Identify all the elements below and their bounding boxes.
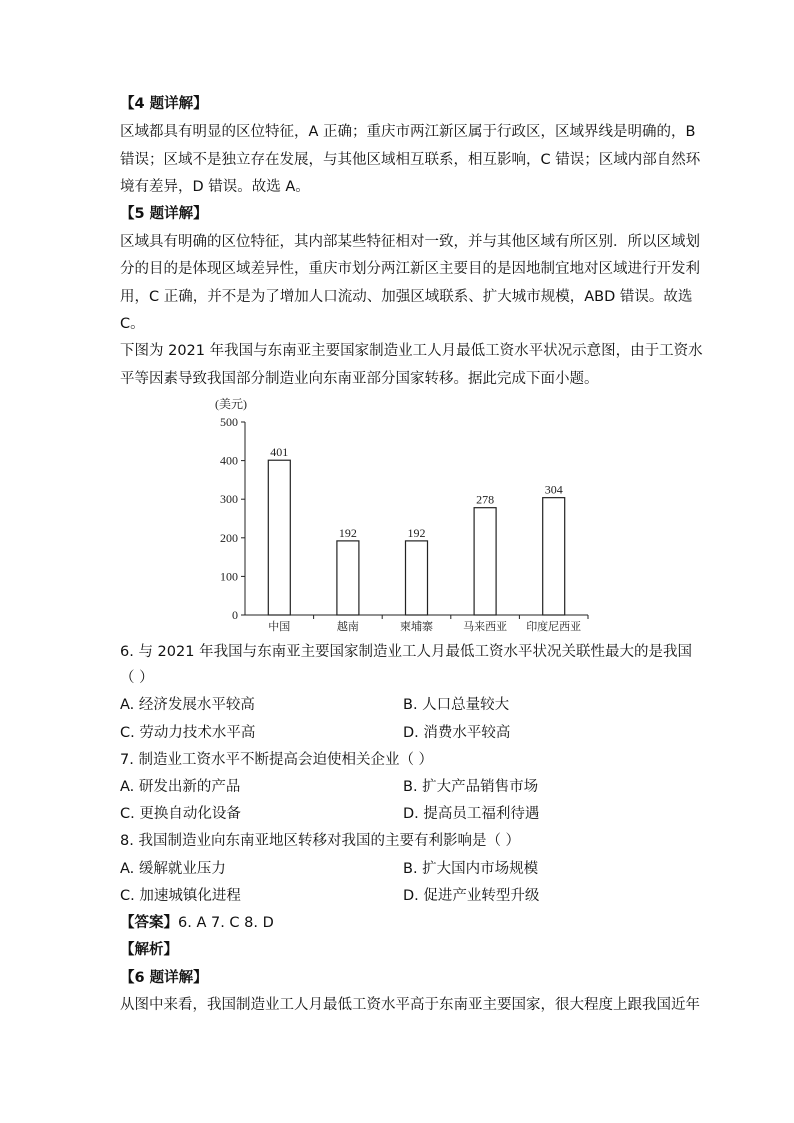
intro-line-2: 平等因素导致我国部分制造业向东南亚部分国家转移。据此完成下面小题。 [120, 371, 599, 387]
q6-option-a: A. 经济发展水平较高 [120, 697, 255, 713]
category-label: 柬埔寨 [400, 621, 433, 633]
q7-stem: 7. 制造业工资水平不断提高会迫使相关企业（ ） [120, 752, 434, 768]
section5-line-3: 用，C 正确，并不是为了增加人口流动、加强区域联系、扩大城市规模，ABD 错误。故选 [120, 289, 693, 305]
bar-value-label: 278 [476, 492, 495, 507]
y-tick-label: 300 [220, 492, 238, 507]
bar-value-label: 401 [270, 445, 289, 460]
section5-line-1: 区域具有明确的区位特征，其内部某些特征相对一致，并与其他区域有所区别．所以区域划 [120, 234, 700, 250]
analysis-heading: 【解析】 [120, 942, 178, 958]
q7-option-a: A. 研发出新的产品 [120, 779, 241, 795]
q7-option-d: D. 提高员工福利待遇 [403, 806, 540, 822]
bar-5 [543, 498, 565, 615]
section5-line-4: C。 [120, 316, 145, 332]
section4-line-3: 境有差异，D 错误。故选 A。 [120, 179, 310, 195]
q8-option-b: B. 扩大国内市场规模 [403, 861, 539, 877]
bar-2 [337, 541, 359, 615]
intro-line-1: 下图为 2021 年我国与东南亚主要国家制造业工人月最低工资水平状况示意图，由于工资水 [120, 343, 703, 359]
wage-bar-chart [200, 392, 600, 637]
q6-stem-line-1: 6. 与 2021 年我国与东南亚主要国家制造业工人月最低工资水平状况关联性最大的是我国 [120, 644, 693, 660]
bar-value-label: 192 [338, 525, 357, 540]
category-label: 中国 [268, 621, 291, 633]
section6-heading: 【6 题详解】 [120, 970, 208, 986]
section4-heading: 【4 题详解】 [120, 96, 208, 112]
answer-row [120, 913, 274, 933]
q7-option-b: B. 扩大产品销售市场 [403, 779, 539, 795]
y-tick-label: 0 [232, 608, 238, 622]
bar-value-label: 192 [407, 525, 426, 540]
q6-option-b: B. 人口总量较大 [403, 697, 510, 713]
bar-1 [268, 460, 290, 615]
y-tick-label: 500 [220, 415, 238, 429]
y-tick-label: 100 [220, 569, 238, 584]
q6-option-c: C. 劳动力技术水平高 [120, 725, 256, 741]
answer-label: 【答案】 [120, 915, 178, 931]
q8-option-d: D. 促进产业转型升级 [403, 888, 540, 904]
section6-line-1: 从图中来看，我国制造业工人月最低工资水平高于东南亚主要国家，很大程度上跟我国近年 [120, 997, 700, 1013]
section5-line-2: 分的目的是体现区域差异性，重庆市划分两江新区主要目的是因地制宜地对区域进行开发利 [120, 261, 700, 277]
q8-stem: 8. 我国制造业向东南亚地区转移对我国的主要有利影响是（ ） [120, 833, 521, 849]
category-label: 马来西亚 [463, 621, 508, 633]
y-tick-label: 400 [220, 453, 238, 468]
category-label: 越南 [336, 621, 359, 633]
category-label: 印度尼西亚 [526, 621, 582, 633]
chart-y-axis-label: (美元) [215, 397, 247, 411]
chart-y-ticks [220, 415, 245, 622]
section4-line-2: 错误；区域不是独立存在发展，与其他区域相互联系，相互影响，C 错误；区域内部自然环 [120, 152, 701, 168]
q7-option-c: C. 更换自动化设备 [120, 806, 241, 822]
answer-values: 6. A 7. C 8. D [178, 915, 274, 931]
section5-heading: 【5 题详解】 [120, 206, 208, 222]
q8-option-c: C. 加速城镇化进程 [120, 888, 241, 904]
q6-stem-line-2: （ ） [120, 670, 154, 686]
chart-data-labels [270, 445, 562, 540]
bar-3 [406, 541, 428, 615]
q8-option-a: A. 缓解就业压力 [120, 861, 226, 877]
bar-value-label: 304 [544, 482, 563, 497]
chart-category-labels [268, 619, 581, 633]
bar-4 [474, 508, 496, 615]
section4-line-1: 区域都具有明显的区位特征，A 正确；重庆市两江新区属于行政区，区域界线是明确的，B [120, 124, 696, 140]
y-tick-label: 200 [220, 530, 238, 545]
q6-option-d: D. 消费水平较高 [403, 725, 511, 741]
